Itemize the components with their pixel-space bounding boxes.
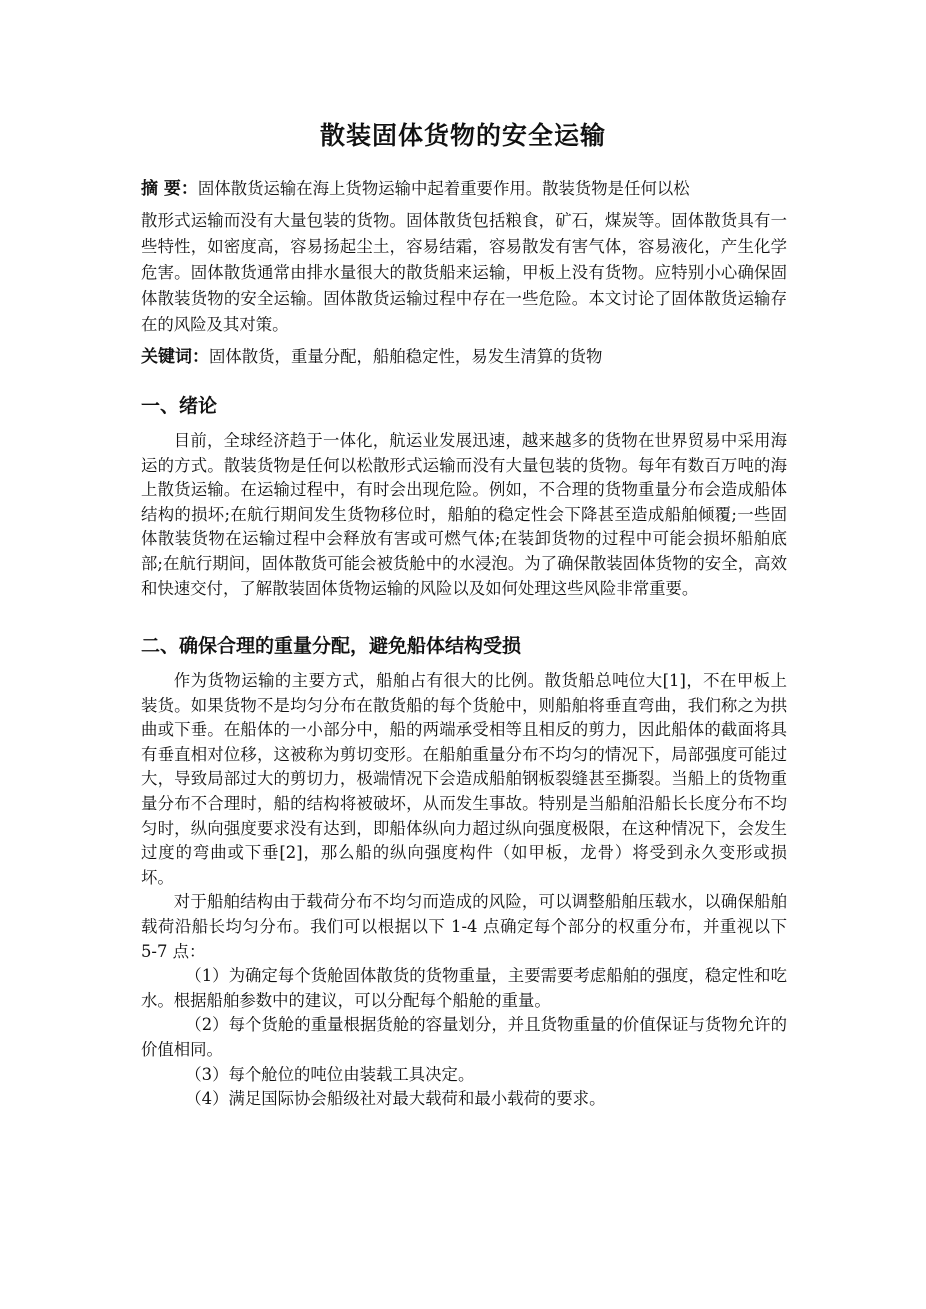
abstract-text: 散形式运输而没有大量包装的货物。固体散货包括粮食，矿石，煤炭等。固体散货具有一些特性，如密度高，容易扬起尘土，容易结霜，容易散发有害气体，容易液化，产生化学危害。固体散货通常由排水量很大的散货船来运输，甲板上没有货物。应特别小心确保固体散装货物的安全运输。固体散货运输过程中存在一些危险。本文讨论了固体散货运输存在的风险及其对策。 (141, 211, 787, 334)
keywords (141, 344, 787, 370)
list-item: （1）为确定每个货舱固体散货的货物重量，主要需要考虑船舶的强度，稳定性和吃水。根据船舶参数中的建议，可以分配每个船舱的重量。 (141, 966, 787, 1010)
paragraph: 目前，全球经济趋于一体化，航运业发展迅速，越来越多的货物在世界贸易中采用海运的方式。散装货物是任何以松散形式运输而没有大量包装的货物。每年有数百万吨的海上散货运输。在运输过程中，有时会出现危险。例如，不合理的货物重量分布会造成船体结构的损坏;在航行期间发生货物移位时，船舶的稳定性会下降甚至造成船舶倾覆;一些固体散装货物在运输过程中会释放有害或可燃气体;在装卸货物的过程中可能会损坏船舶底部;在航行期间，固体散货可能会被货舱中的水浸泡。为了确保散装固体货物的安全，高效和快速交付，了解散装固体货物运输的风险以及如何处理这些风险非常重要。 (141, 431, 787, 598)
abstract-label: 摘 要： (141, 179, 198, 199)
section-introduction-body (141, 429, 787, 601)
list-item: （4）满足国际协会船级社对最大载荷和最小载荷的要求。 (185, 1089, 606, 1109)
keywords-text: 固体散货，重量分配，船舶稳定性，易发生清算的货物 (209, 347, 603, 366)
keywords-label: 关键词： (141, 347, 209, 367)
paragraph: 作为货物运输的主要方式，船舶占有很大的比例。散货船总吨位大[1]，不在甲板上装货。如果货物不是均匀分布在散货船的每个货舱中，则船舶将垂直弯曲，我们称之为拱曲或下垂。在船体的一小部分中，船的两端承受相等且相反的剪力，因此船体的截面将具有垂直相对位移，这被称为剪切变形。在船舶重量分布不均匀的情况下，局部强度可能过大，导致局部过大的剪切力，极端情况下会造成船舶钢板裂缝甚至撕裂。当船上的货物重量分布不合理时，船的结构将被破坏，从而发生事故。特别是当船舶沿船长长度分布不均匀时，纵向强度要求没有达到，即船体纵向力超过纵向强度极限，在这种情况下，会发生过度的弯曲或下垂[2]，那么船的纵向强度构件（如甲板，龙骨）将受到永久变形或损坏。 (141, 671, 787, 887)
list-item: （3）每个舱位的吨位由装载工具决定。 (185, 1064, 475, 1084)
section-weight-distribution-body (141, 669, 787, 1112)
document-title: 散装固体货物的安全运输 (319, 121, 606, 150)
section-heading-weight-distribution: 二、确保合理的重量分配，避免船体结构受损 (141, 635, 522, 657)
abstract (141, 176, 787, 338)
abstract-first-text: 固体散货运输在海上货物运输中起着重要作用。散装货物是任何以松 (197, 179, 690, 198)
paragraph: 对于船舶结构由于载荷分布不均匀而造成的风险，可以调整船舶压载水，以确保船舶载荷沿船长均匀分布。我们可以根据以下 1-4 点确定每个部分的权重分布，并重视以下 5-7 点： (141, 892, 787, 961)
list-item: （2）每个货舱的重量根据货舱的容量划分，并且货物重量的价值保证与货物允许的价值相同。 (141, 1015, 787, 1059)
section-heading-introduction: 一、绪论 (141, 395, 218, 417)
abstract-first-line (141, 176, 787, 202)
